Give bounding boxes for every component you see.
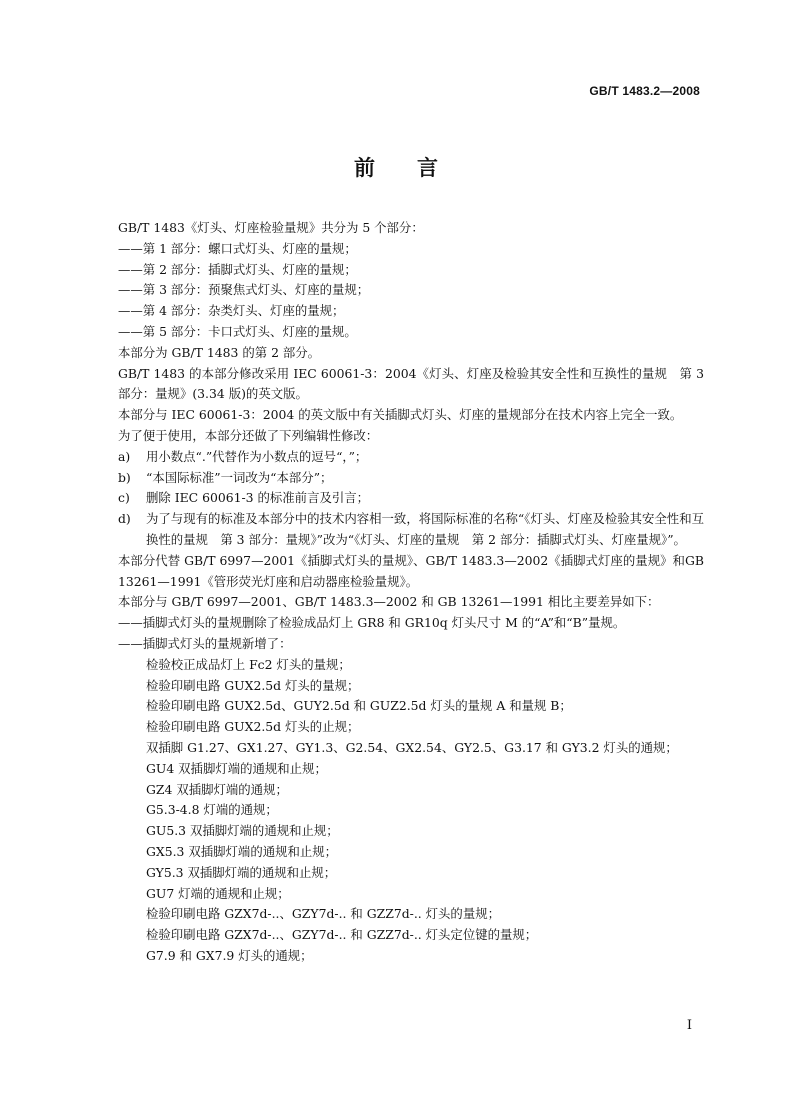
page-title <box>0 152 792 182</box>
added-gauge-item: 检验校正成品灯上 Fc2 灯头的量规； <box>146 656 351 672</box>
part-list-item: ——第 5 部分：卡口式灯头、灯座的量规。 <box>118 323 357 339</box>
edit-list-item <box>88 447 704 468</box>
standard-code: GB/T 1483.2—2008 <box>589 84 700 98</box>
added-gauge-item: GZ4 双插脚灯端的通规； <box>146 781 288 797</box>
list-text: 为了与现有的标准及本部分中的技术内容相一致，将国际标准的名称“《灯头、灯座及检验其安全性和互换性的量规 第 3 部分：量规》”改为“《灯头、灯座的量规 第 2 部分：插脚式灯头、灯座量规》”。 <box>146 511 704 547</box>
list-marker: d) <box>118 511 131 527</box>
added-gauge-item: 检验印刷电路 GUX2.5d、GUY2.5d 和 GUZ2.5d 灯头的量规 A 和量规 B； <box>146 698 572 714</box>
added-gauge-item: G5.3-4.8 灯端的通规； <box>146 802 278 818</box>
added-gauge-item: GU4 双插脚灯端的通规和止规； <box>146 760 327 776</box>
added-gauge-item: 检验印刷电路 GZX7d-..、GZY7d-.. 和 GZZ7d-.. 灯头定位键的量规； <box>146 927 538 943</box>
foreword-body <box>88 218 704 967</box>
added-gauge-item: 检验印刷电路 GUX2.5d 灯头的量规； <box>146 677 360 693</box>
added-gauge-item: GX5.3 双插脚灯端的通规和止规； <box>146 843 338 859</box>
difference-item: ——插脚式灯头的量规新增了： <box>118 635 292 651</box>
paragraph: 为了便于使用，本部分还做了下列编辑性修改： <box>118 427 379 443</box>
title-char-2: 言 <box>417 155 438 180</box>
added-gauge-item: GU7 灯端的通规和止规； <box>146 885 290 901</box>
added-gauge-item: 双插脚 G1.27、GX1.27、GY1.3、G2.54、GX2.54、GY2.5、G3.17 和 GY3.2 灯头的通规； <box>146 739 678 755</box>
edit-list-item <box>88 468 704 489</box>
part-list-item: ——第 3 部分：预聚焦式灯头、灯座的量规； <box>118 282 370 298</box>
list-text: 删除 IEC 60061-3 的标准前言及引言； <box>146 490 370 506</box>
list-marker: b) <box>118 469 131 485</box>
added-gauge-item: 检验印刷电路 GZX7d-..、GZY7d-.. 和 GZZ7d-.. 灯头的量规； <box>146 906 500 922</box>
added-gauge-item: 检验印刷电路 GUX2.5d 灯头的止规； <box>146 719 360 735</box>
added-gauge-item: G7.9 和 GX7.9 灯头的通规； <box>146 947 313 963</box>
part-list-item: ——第 4 部分：杂类灯头、灯座的量规； <box>118 303 345 319</box>
added-gauge-item: GU5.3 双插脚灯端的通规和止规； <box>146 823 339 839</box>
difference-item: ——插脚式灯头的量规删除了检验成品灯上 GR8 和 GR10q 灯头尺寸 M 的“A”和“B”量规。 <box>118 615 626 631</box>
edit-list-item <box>88 488 704 509</box>
title-char-1: 前 <box>354 155 375 180</box>
paragraph: 本部分与 IEC 60061-3：2004 的英文版中有关插脚式灯头、灯座的量规部分在技术内容上完全一致。 <box>118 407 683 423</box>
list-text: 用小数点“.”代替作为小数点的逗号“，”； <box>146 448 368 464</box>
paragraph-parts-intro: GB/T 1483《灯头、灯座检验量规》共分为 5 个部分： <box>118 220 424 235</box>
list-marker: a) <box>118 448 131 464</box>
part-list-item: ——第 2 部分：插脚式灯头、灯座的量规； <box>118 261 357 277</box>
added-gauge-item: GY5.3 双插脚灯端的通规和止规； <box>146 864 337 880</box>
page-number: I <box>686 1018 692 1033</box>
paragraph: 本部分代替 GB/T 6997—2001《插脚式灯头的量规》、GB/T 1483.3—2002《插脚式灯座的量规》和GB 13261—1991《管形荧光灯座和启动器座检验量规》。 <box>118 552 704 589</box>
list-marker: c) <box>118 490 130 506</box>
paragraph: GB/T 1483 的本部分修改采用 IEC 60061-3：2004《灯头、灯座及检验其安全性和互换性的量规 第 3 部分：量规》(3.34 版)的英文版。 <box>118 365 704 402</box>
list-text: “本国际标准”一词改为“本部分”； <box>146 469 333 485</box>
edit-list-item <box>88 509 704 551</box>
paragraph: 本部分为 GB/T 1483 的第 2 部分。 <box>118 344 321 360</box>
part-list-item: ——第 1 部分：螺口式灯头、灯座的量规； <box>118 240 357 256</box>
paragraph: 本部分与 GB/T 6997—2001、GB/T 1483.3—2002 和 GB 13261—1991 相比主要差异如下： <box>118 594 660 610</box>
